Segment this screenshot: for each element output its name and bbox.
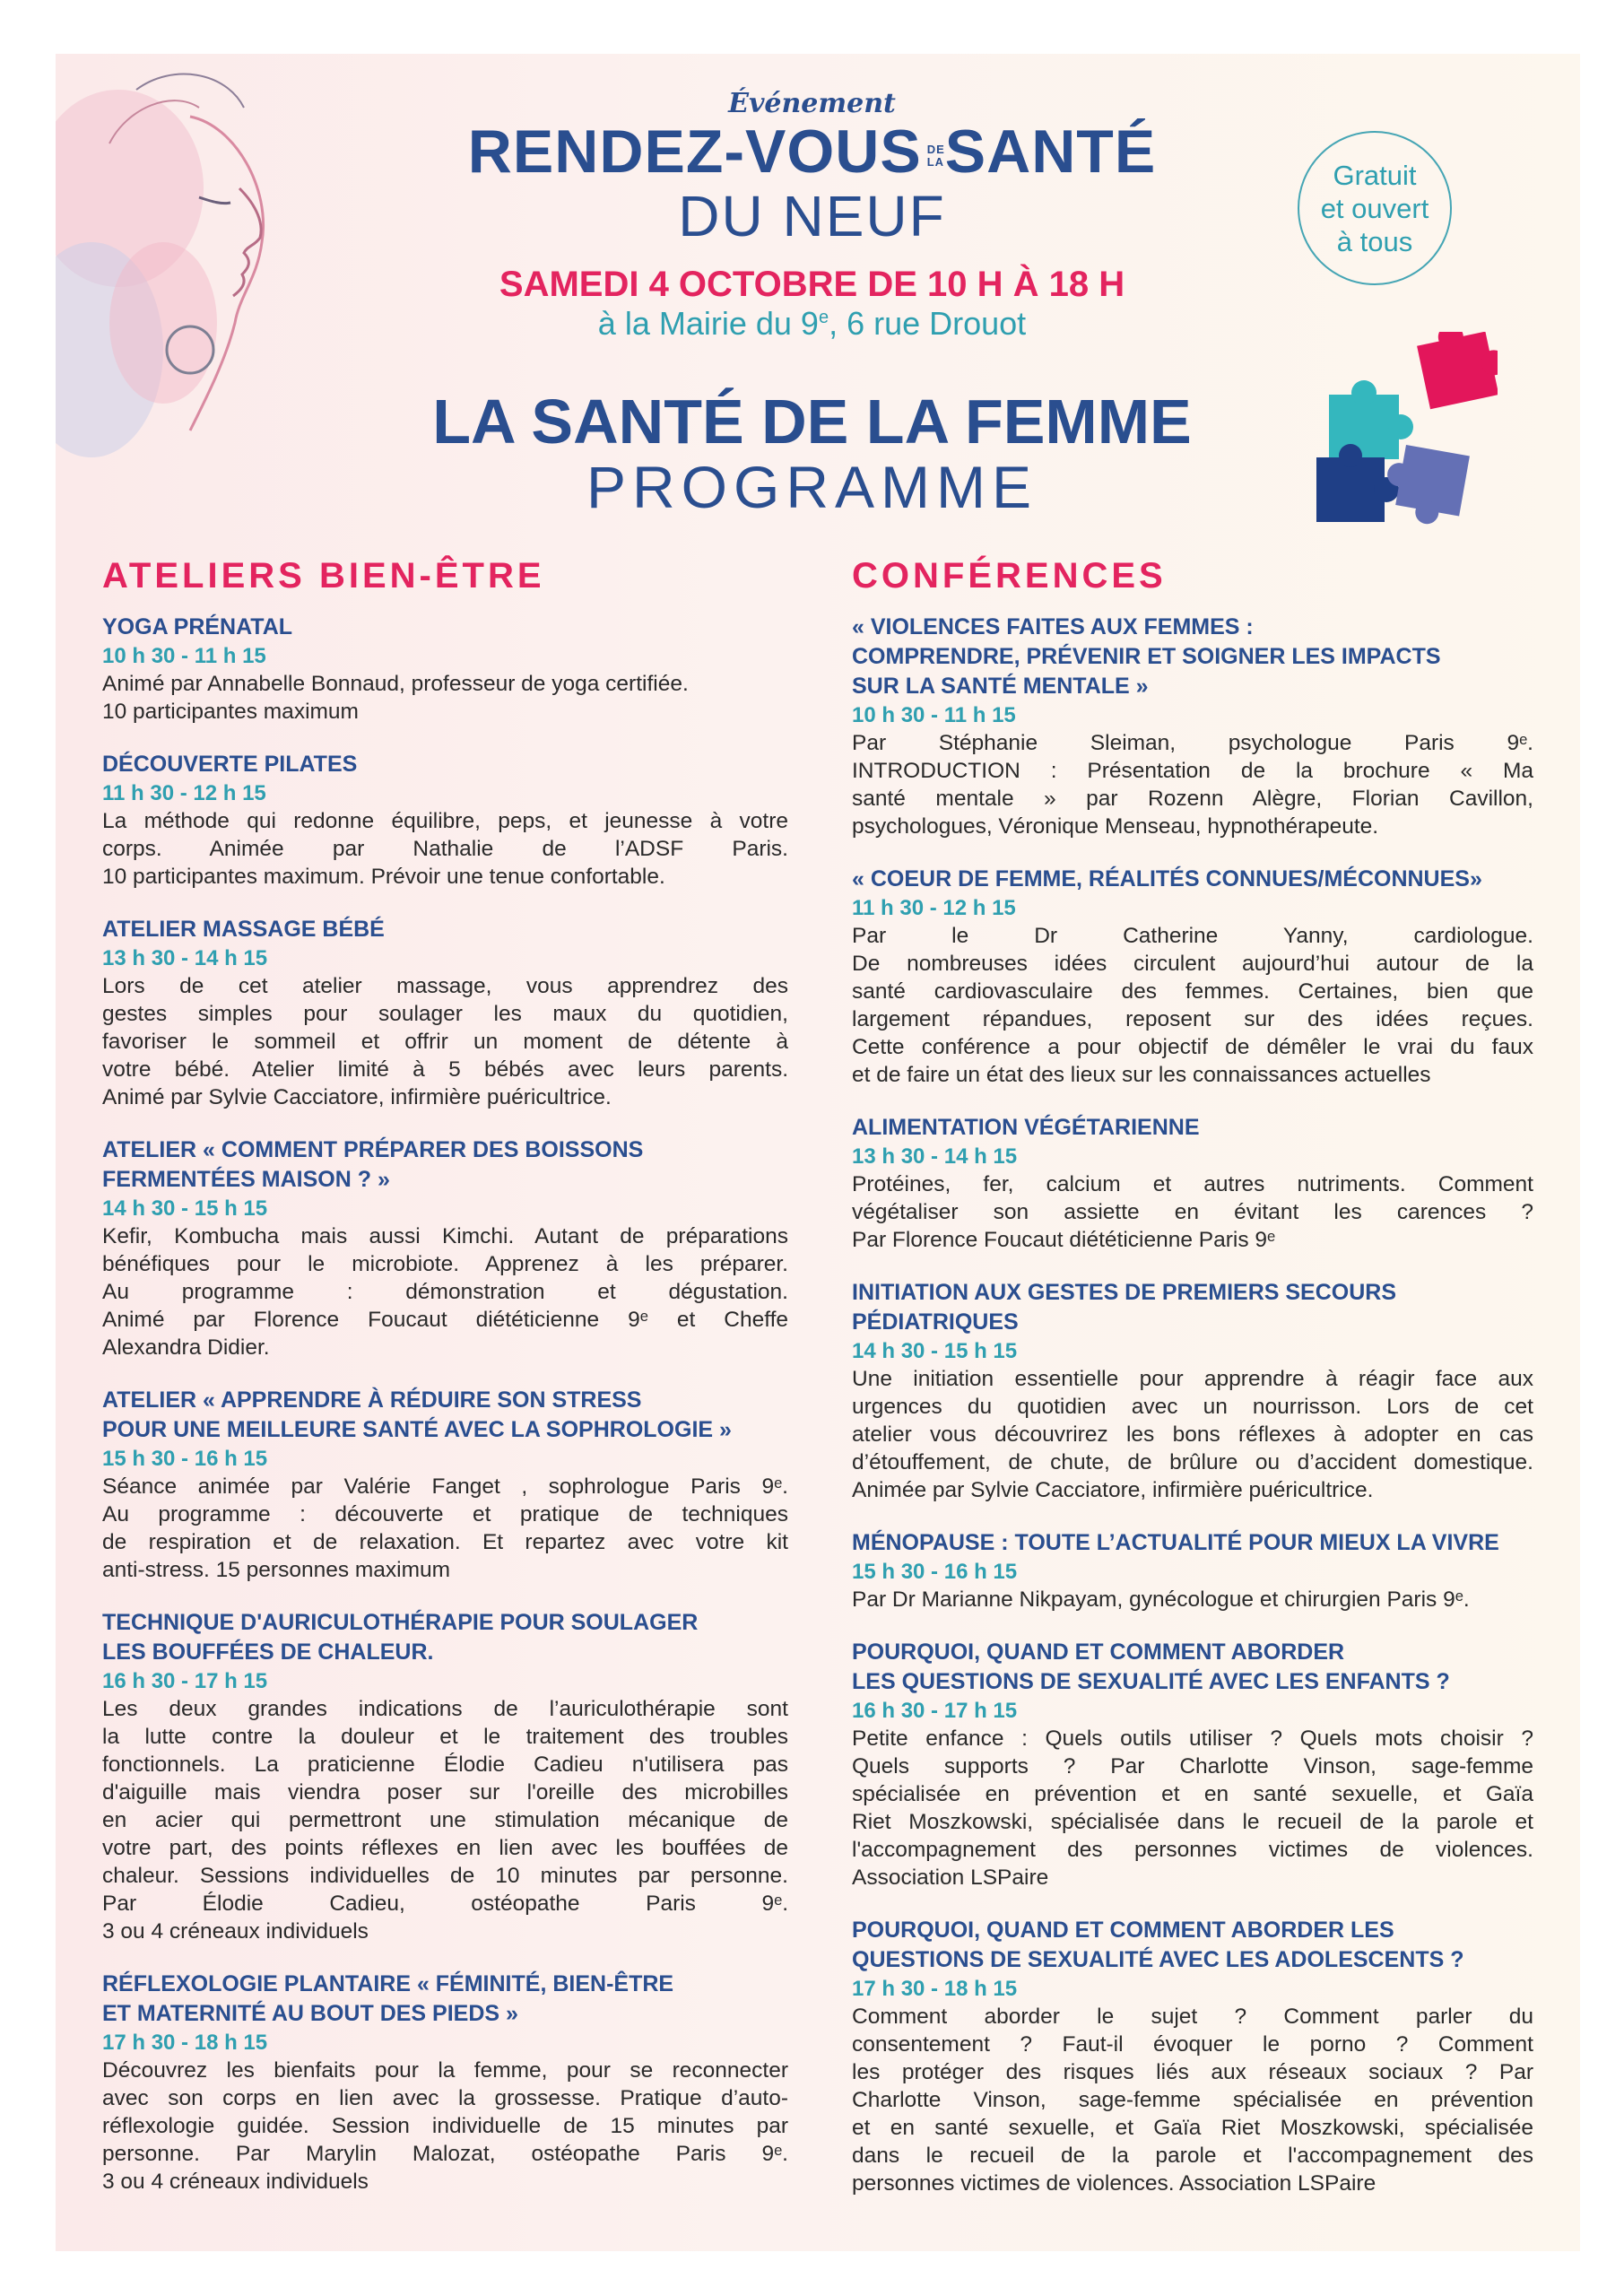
program-item-text-line: Au programme : découverte et pratique de techniques — [102, 1502, 788, 1526]
event-place-start: à la Mairie du 9 — [597, 305, 819, 342]
program-item-title: SUR LA SANTÉ MENTALE » — [852, 674, 1149, 699]
program-item-text-line: 10 participantes maximum. Prévoir une tenue confortable. — [102, 865, 665, 889]
program-item-title: « VIOLENCES FAITES AUX FEMMES : — [852, 614, 1254, 639]
program-item-text-line: anti-stress. 15 personnes maximum — [102, 1558, 451, 1582]
theme-title: LA SANTÉ DE LA FEMME — [432, 387, 1192, 457]
badge-line-3: à tous — [1336, 225, 1413, 257]
program-item — [102, 1970, 788, 2196]
program-item-text-line: gestes simples pour soulager les maux du quotidien, — [102, 1002, 788, 1026]
event-title-dela — [926, 143, 945, 170]
program-item-text-line: et de faire un état des lieux sur les connaissances actuelles — [852, 1063, 1431, 1087]
program-item-title: RÉFLEXOLOGIE PLANTAIRE « FÉMINITÉ, BIEN-ÊTRE — [102, 1971, 674, 1996]
program-item-text-line: spécialisée en prévention et en santé sexuelle, et Gaïa — [852, 1782, 1533, 1806]
program-item-text-line: INTRODUCTION : Présentation de la brochure « Ma — [852, 759, 1533, 783]
program-item-text-line: Animé par Florence Foucaut diététicienne 9ᵉ et Cheffe — [102, 1308, 788, 1332]
program-item-text-line: Une initiation essentielle pour apprendre à réagir face aux — [852, 1367, 1533, 1391]
program-item-text-line: Séance animée par Valérie Fanget , sophrologue Paris 9ᵉ. — [102, 1474, 788, 1499]
program-item — [852, 1528, 1533, 1613]
program-item — [102, 750, 788, 891]
program-item-text-line: d’étouffement, de chute, de brûlure ou d’accident domestique. — [852, 1450, 1533, 1474]
program-item-text-line: avec son corps en lien avec la grossesse. Pratique d’auto- — [102, 2086, 788, 2110]
program-item-title: POURQUOI, QUAND ET COMMENT ABORDER — [852, 1639, 1345, 1665]
program-item — [102, 915, 788, 1111]
program-item-text-line: personne. Par Marylin Malozat, ostéopathe Paris 9ᵉ. — [102, 2142, 788, 2166]
program-item-text-line: 3 ou 4 créneaux individuels — [102, 1919, 369, 1944]
program-item-text-line: Quels supports ? Par Charlotte Vinson, sage-femme — [852, 1754, 1533, 1779]
event-title-la: LA — [926, 155, 945, 170]
program-item-text-line: Par le Dr Catherine Yanny, cardiologue. — [852, 924, 1533, 948]
event-label: Événement — [728, 88, 896, 119]
program-item-text-line: réflexologie guidée. Session individuelle de 15 minutes par — [102, 2114, 788, 2138]
program-item-time: 14 h 30 - 15 h 15 — [102, 1196, 268, 1221]
program-item-title: DÉCOUVERTE PILATES — [102, 752, 358, 777]
program-item-text-line: végétaliser son assiette en évitant les carences ? — [852, 1200, 1533, 1224]
program-item-text-line: Par Florence Foucaut diététicienne Paris 9ᵉ — [852, 1228, 1276, 1252]
program-item-text-line: Les deux grandes indications de l’auriculothérapie sont — [102, 1697, 788, 1721]
program-item — [852, 1916, 1533, 2197]
program-item-time: 16 h 30 - 17 h 15 — [852, 1699, 1018, 1723]
badge-line-2: et ouvert — [1320, 192, 1429, 224]
program-item-text-line: La méthode qui redonne équilibre, peps, et jeunesse à votre — [102, 809, 788, 833]
program-item-text-line: largement répandues, reposent sur des idées reçues. — [852, 1007, 1533, 1031]
program-item-text-line: bénéfiques pour le microbiote. Apprenez à les préparer. — [102, 1252, 788, 1276]
program-item-text-line: personnes victimes de violences. Association LSPaire — [852, 2171, 1376, 2196]
program-item-text-line: Cette conférence a pour objectif de démêler le vrai du faux — [852, 1035, 1533, 1059]
program-item-text-line: Association LSPaire — [852, 1866, 1049, 1890]
program-item-title: LES BOUFFÉES DE CHALEUR. — [102, 1639, 434, 1665]
program-item-title: TECHNIQUE D'AURICULOTHÉRAPIE POUR SOULAGER — [102, 1610, 699, 1635]
program-item-title: MÉNOPAUSE : TOUTE L’ACTUALITÉ POUR MIEUX LA VIVRE — [852, 1530, 1499, 1555]
program-item-time: 11 h 30 - 12 h 15 — [852, 896, 1016, 920]
program-item-text-line: en acier qui permettront une stimulation mécanique de — [102, 1808, 788, 1832]
program-item-text-line: Alexandra Didier. — [102, 1335, 270, 1360]
program-item-text-line: Par Élodie Cadieu, ostéopathe Paris 9ᵉ. — [102, 1892, 788, 1916]
program-item-text-line: l'accompagnement des personnes victimes de violences. — [852, 1838, 1533, 1862]
workshops-heading: ATELIERS BIEN-ÊTRE — [102, 556, 545, 596]
program-item-text-line: Kefir, Kombucha mais aussi Kimchi. Autant de préparations — [102, 1224, 788, 1248]
program-item — [102, 1608, 788, 1945]
program-item-text-line: Petite enfance : Quels outils utiliser ? Quels mots choisir ? — [852, 1726, 1533, 1751]
program-item-text-line: psychologues, Véronique Menseau, hypnothérapeute. — [852, 814, 1379, 839]
program-item — [852, 613, 1533, 840]
conferences-heading: CONFÉRENCES — [852, 556, 1167, 596]
program-item-time: 13 h 30 - 14 h 15 — [102, 946, 268, 970]
program-item-text-line: santé mentale » par Rozenn Alègre, Florian Cavillon, — [852, 787, 1533, 811]
program-item-time: 15 h 30 - 16 h 15 — [102, 1447, 268, 1471]
program-item-text-line: consentement ? Faut-il évoquer le porno ? Comment — [852, 2032, 1533, 2057]
program-item-time: 15 h 30 - 16 h 15 — [852, 1560, 1018, 1584]
program-item-text-line: votre bébé. Atelier limité à 5 bébés avec leurs parents. — [102, 1057, 788, 1082]
event-place-end: , 6 rue Drouot — [829, 305, 1027, 342]
theme-subtitle: PROGRAMME — [586, 454, 1038, 520]
program-item-text-line: Par Dr Marianne Nikpayam, gynécologue et chirurgien Paris 9ᵉ. — [852, 1587, 1470, 1612]
program-item-time: 16 h 30 - 17 h 15 — [102, 1669, 268, 1693]
program-item-text-line: Comment aborder le sujet ? Comment parler du — [852, 2005, 1533, 2029]
program-item-title: LES QUESTIONS DE SEXUALITÉ AVEC LES ENFANTS ? — [852, 1669, 1450, 1694]
program-item-time: 13 h 30 - 14 h 15 — [852, 1144, 1018, 1169]
program-item-text-line: Animé par Annabelle Bonnaud, professeur de yoga certifiée. — [102, 672, 689, 696]
program-item-text-line: dans le recueil de la parole et l'accompagnement des — [852, 2144, 1533, 2168]
program-item-text-line: Lors de cet atelier massage, vous apprendrez des — [102, 974, 788, 998]
program-item-text-line: De nombreuses idées circulent aujourd’hui autour de la — [852, 952, 1533, 976]
event-date: SAMEDI 4 OCTOBRE DE 10 H À 18 H — [499, 265, 1125, 304]
program-item-text-line: santé cardiovasculaire des femmes. Certaines, bien que — [852, 979, 1533, 1004]
event-subtitle: DU NEUF — [678, 184, 946, 248]
program-item-title: QUESTIONS DE SEXUALITÉ AVEC LES ADOLESCENTS ? — [852, 1947, 1464, 1972]
program-item — [852, 1638, 1533, 1892]
conferences-list — [852, 613, 1533, 2197]
program-item-text-line: de respiration et de relaxation. Et repartez avec votre kit — [102, 1530, 788, 1554]
program-item-text-line: Découvrez les bienfaits pour la femme, pour se reconnecter — [102, 2058, 788, 2083]
program-item-text-line: Charlotte Vinson, sage-femme spécialisée en prévention — [852, 2088, 1533, 2112]
program-item-text-line: fonctionnels. La praticienne Élodie Cadieu n'utilisera pas — [102, 1752, 788, 1777]
program-item-text-line: d'aiguille mais viendra poser sur l'oreille des microbilles — [102, 1780, 788, 1805]
program-item-title: POURQUOI, QUAND ET COMMENT ABORDER LES — [852, 1918, 1394, 1943]
program-item-time: 14 h 30 - 15 h 15 — [852, 1339, 1018, 1363]
program-item-text-line: corps. Animée par Nathalie de l’ADSF Paris. — [102, 837, 788, 861]
program-item-title: ET MATERNITÉ AU BOUT DES PIEDS » — [102, 2001, 518, 2026]
program-item-text-line: atelier vous découvrirez les bons réflexes à adopter en cas — [852, 1422, 1533, 1447]
program-item — [852, 1278, 1533, 1504]
event-title-right: SANTÉ — [944, 117, 1157, 186]
program-item-text-line: 10 participantes maximum — [102, 700, 359, 724]
program-item-text-line: Animée par Sylvie Cacciatore, infirmière puéricultrice. — [852, 1478, 1374, 1502]
program-item-text-line: 3 ou 4 créneaux individuels — [102, 2170, 369, 2194]
program-item-title: ATELIER « COMMENT PRÉPARER DES BOISSONS — [102, 1137, 644, 1162]
free-entry-badge — [1298, 131, 1452, 285]
program-item-title: FERMENTÉES MAISON ? » — [102, 1167, 390, 1192]
workshops-list — [102, 613, 788, 2196]
program-item — [852, 865, 1533, 1089]
program-item-title: ATELIER « APPRENDRE À RÉDUIRE SON STRESS — [102, 1387, 642, 1413]
program-item — [102, 1135, 788, 1361]
workshops-column — [102, 556, 788, 2220]
program-item-text-line: chaleur. Sessions individuelles de 10 minutes par personne. — [102, 1864, 788, 1888]
program-item — [102, 1386, 788, 1584]
program-item-time: 10 h 30 - 11 h 15 — [852, 703, 1016, 727]
program-item — [852, 1113, 1533, 1254]
program-item-text-line: favoriser le sommeil et offrir un moment de détente à — [102, 1030, 788, 1054]
program-item-text-line: votre part, des points réflexes en lien avec les bouffées de — [102, 1836, 788, 1860]
program-item-title: PÉDIATRIQUES — [852, 1309, 1019, 1335]
event-title-de: DE — [926, 143, 945, 157]
conferences-column — [852, 556, 1533, 2222]
program-item-text-line: urgences du quotidien avec un nourrisson. Lors de cet — [852, 1395, 1533, 1419]
program-item-text-line: et en santé sexuelle, et Gaïa Riet Moszkowski, spécialisée — [852, 2116, 1533, 2140]
program-item-text-line: Au programme : démonstration et dégustation. — [102, 1280, 788, 1304]
program-item-title: INITIATION AUX GESTES DE PREMIERS SECOURS — [852, 1280, 1397, 1305]
event-place-sup: e — [818, 308, 829, 327]
program-item-text-line: Riet Moszkowski, spécialisée dans le recueil de la parole et — [852, 1810, 1533, 1834]
program-item-text-line: Protéines, fer, calcium et autres nutriments. Comment — [852, 1172, 1533, 1196]
program-item — [102, 613, 788, 726]
program-item-text-line: Par Stéphanie Sleiman, psychologue Paris 9ᵉ. — [852, 731, 1533, 755]
badge-line-1: Gratuit — [1333, 159, 1417, 191]
program-item-time: 11 h 30 - 12 h 15 — [102, 781, 266, 805]
event-title-left: RENDEZ-VOUS — [467, 117, 922, 186]
program-item-title: ATELIER MASSAGE BÉBÉ — [102, 917, 385, 942]
program-item-time: 17 h 30 - 18 h 15 — [852, 1977, 1018, 2001]
program-item-time: 17 h 30 - 18 h 15 — [102, 2031, 268, 2055]
program-item-title: « COEUR DE FEMME, RÉALITÉS CONNUES/MÉCONNUES» — [852, 866, 1482, 891]
program-item-time: 10 h 30 - 11 h 15 — [102, 644, 266, 668]
program-item-text-line: la lutte contre la douleur et le traitement des troubles — [102, 1725, 788, 1749]
program-item-title: COMPRENDRE, PRÉVENIR ET SOIGNER LES IMPACTS — [852, 644, 1441, 669]
program-item-title: YOGA PRÉNATAL — [102, 614, 293, 639]
program-item-title: ALIMENTATION VÉGÉTARIENNE — [852, 1115, 1200, 1140]
program-item-text-line: les protéger des risques liés aux réseaux sociaux ? Par — [852, 2060, 1533, 2084]
program-item-title: POUR UNE MEILLEURE SANTÉ AVEC LA SOPHROLOGIE » — [102, 1417, 732, 1442]
program-item-text-line: Animé par Sylvie Cacciatore, infirmière puéricultrice. — [102, 1085, 612, 1109]
